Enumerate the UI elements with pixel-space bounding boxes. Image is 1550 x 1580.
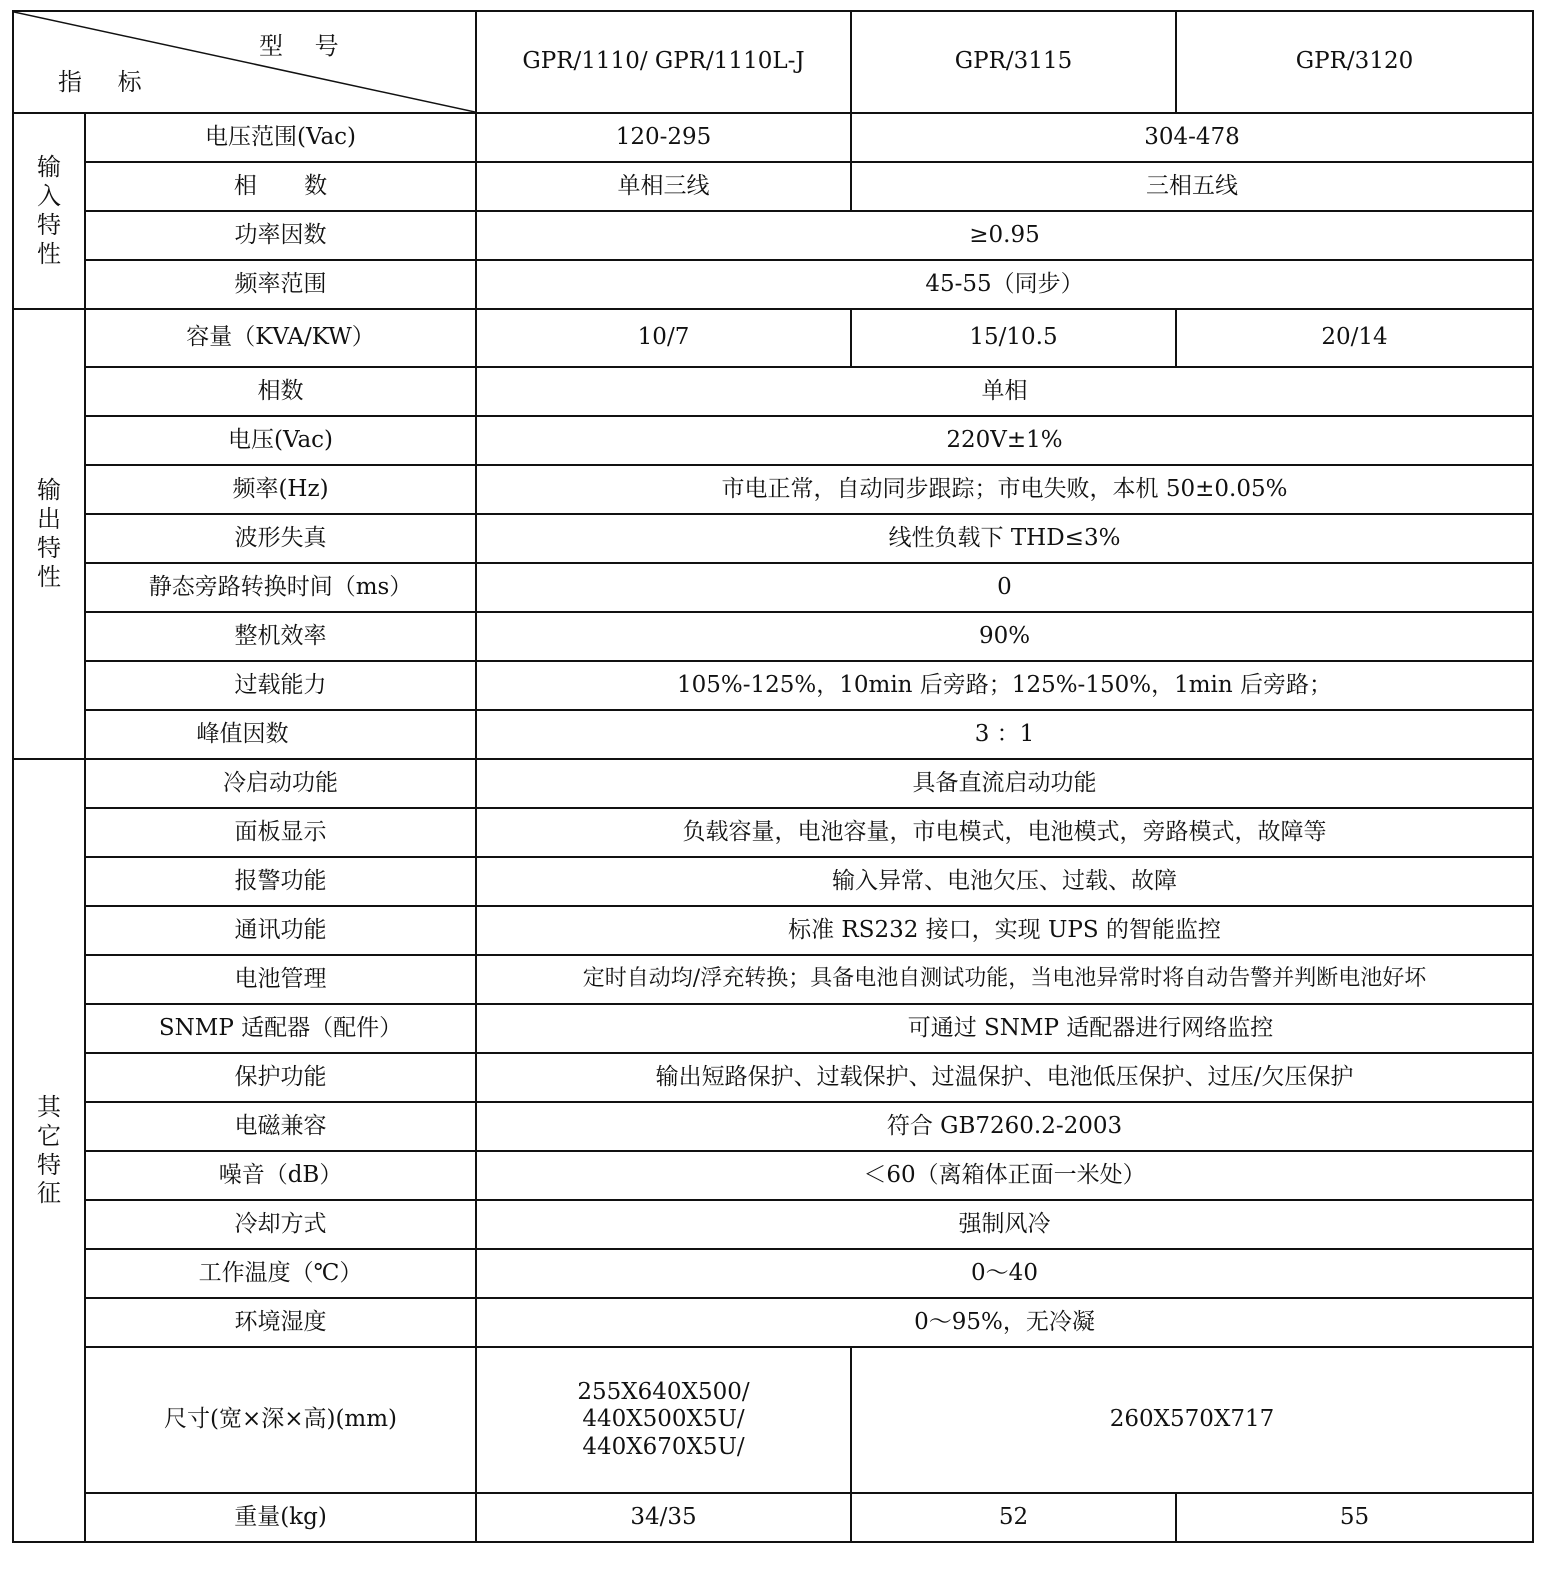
model-1: GPR/1110/ GPR/1110L-J [476,11,851,113]
table-row [13,162,1533,211]
group-other-label: 其 它 特 征 [13,759,85,1542]
cell-value: 55 [1176,1493,1533,1542]
row-label: 电磁兼容 [85,1102,476,1151]
cell-value: 0～40 [476,1249,1533,1298]
table-row [13,710,1533,759]
model-2: GPR/3115 [851,11,1176,113]
row-label: 冷却方式 [85,1200,476,1249]
cell-value: 3 ：1 [476,710,1533,759]
table-row [13,1493,1533,1542]
row-label: 电压(Vac) [85,416,476,465]
cell-value: 输入异常、电池欠压、过载、故障 [476,857,1533,906]
row-label: 工作温度（℃） [85,1249,476,1298]
table-row [13,906,1533,955]
cell-value: 15/10.5 [851,309,1176,367]
table-row [13,1200,1533,1249]
row-label: 相 数 [85,162,476,211]
cell-value: 强制风冷 [476,1200,1533,1249]
cell-value: 220V±1% [476,416,1533,465]
cell-value: 线性负载下 THD≤3% [476,514,1533,563]
row-label: 波形失真 [85,514,476,563]
cell-value: 0～95%，无冷凝 [476,1298,1533,1347]
table-row [13,563,1533,612]
row-label: 静态旁路转换时间（ms） [85,563,476,612]
cell-value: 单相 [476,367,1533,416]
table-row [13,1004,1533,1053]
row-label: 噪音（dB） [85,1151,476,1200]
cell-value: 符合 GB7260.2-2003 [476,1102,1533,1151]
row-label: 过载能力 [85,661,476,710]
model-3: GPR/3120 [1176,11,1533,113]
row-label: 保护功能 [85,1053,476,1102]
diagonal-line [14,12,475,112]
table-row [13,211,1533,260]
table-row [13,759,1533,808]
table-row [13,465,1533,514]
row-label: 报警功能 [85,857,476,906]
table-row [13,661,1533,710]
table-row [13,367,1533,416]
table-row [13,1298,1533,1347]
row-label: 电池管理 [85,955,476,1004]
row-label: 相数 [85,367,476,416]
row-label: 重量(kg) [85,1493,476,1542]
table-row [13,1249,1533,1298]
table-row [13,612,1533,661]
cell-value: 34/35 [476,1493,851,1542]
table-row [13,857,1533,906]
spec-table [12,10,1534,1543]
group-output-label: 输 出 特 性 [13,309,85,759]
row-label: 环境湿度 [85,1298,476,1347]
cell-value: 市电正常，自动同步跟踪；市电失败，本机 50±0.05% [476,465,1533,514]
cell-value: 输出短路保护、过载保护、过温保护、电池低压保护、过压/欠压保护 [476,1053,1533,1102]
cell-value: 45-55（同步） [476,260,1533,309]
row-label: 面板显示 [85,808,476,857]
cell-value: 具备直流启动功能 [476,759,1533,808]
table-row [13,808,1533,857]
cell-value: 可通过 SNMP 适配器进行网络监控 [476,1004,1533,1053]
index-label: 指 标 [58,68,156,96]
model-label: 型 号 [259,32,351,60]
row-label: 整机效率 [85,612,476,661]
cell-value: 10/7 [476,309,851,367]
cell-value: 120-295 [476,113,851,162]
cell-value: ≥0.95 [476,211,1533,260]
header-row [13,11,1533,113]
row-label: 功率因数 [85,211,476,260]
table-row [13,514,1533,563]
table-row [13,260,1533,309]
row-label: 容量（KVA/KW） [85,309,476,367]
cell-value: 负载容量，电池容量，市电模式，电池模式，旁路模式，故障等 [476,808,1533,857]
row-label: 电压范围(Vac) [85,113,476,162]
table-row [13,309,1533,367]
diagonal-header-cell [13,11,476,113]
cell-value: 20/14 [1176,309,1533,367]
row-label: 峰值因数 [85,710,476,759]
row-label: 通讯功能 [85,906,476,955]
cell-value: 0 [476,563,1533,612]
cell-value: 105%-125%，10min 后旁路；125%-150%，1min 后旁路； [476,661,1533,710]
group-input-label: 输 入 特 性 [13,113,85,309]
cell-value: 定时自动均/浮充转换；具备电池自测试功能，当电池异常时将自动告警并判断电池好坏 [476,955,1533,1004]
row-label: SNMP 适配器（配件） [85,1004,476,1053]
cell-value-size-1: 255X640X500/ 440X500X5U/ 440X670X5U/ [476,1347,851,1493]
table-row [13,1151,1533,1200]
row-label: 频率(Hz) [85,465,476,514]
cell-value: 单相三线 [476,162,851,211]
table-row [13,1053,1533,1102]
table-row [13,1102,1533,1151]
cell-value: 标准 RS232 接口，实现 UPS 的智能监控 [476,906,1533,955]
table-row [13,1347,1533,1493]
cell-value: 90% [476,612,1533,661]
cell-value: 三相五线 [851,162,1533,211]
cell-value: 260X570X717 [851,1347,1533,1493]
cell-value: ＜60（离箱体正面一米处） [476,1151,1533,1200]
table-row [13,416,1533,465]
cell-value: 304-478 [851,113,1533,162]
table-row [13,955,1533,1004]
cell-value: 52 [851,1493,1176,1542]
row-label: 尺寸(宽×深×高)(mm) [85,1347,476,1493]
row-label: 频率范围 [85,260,476,309]
row-label: 冷启动功能 [85,759,476,808]
table-row [13,113,1533,162]
